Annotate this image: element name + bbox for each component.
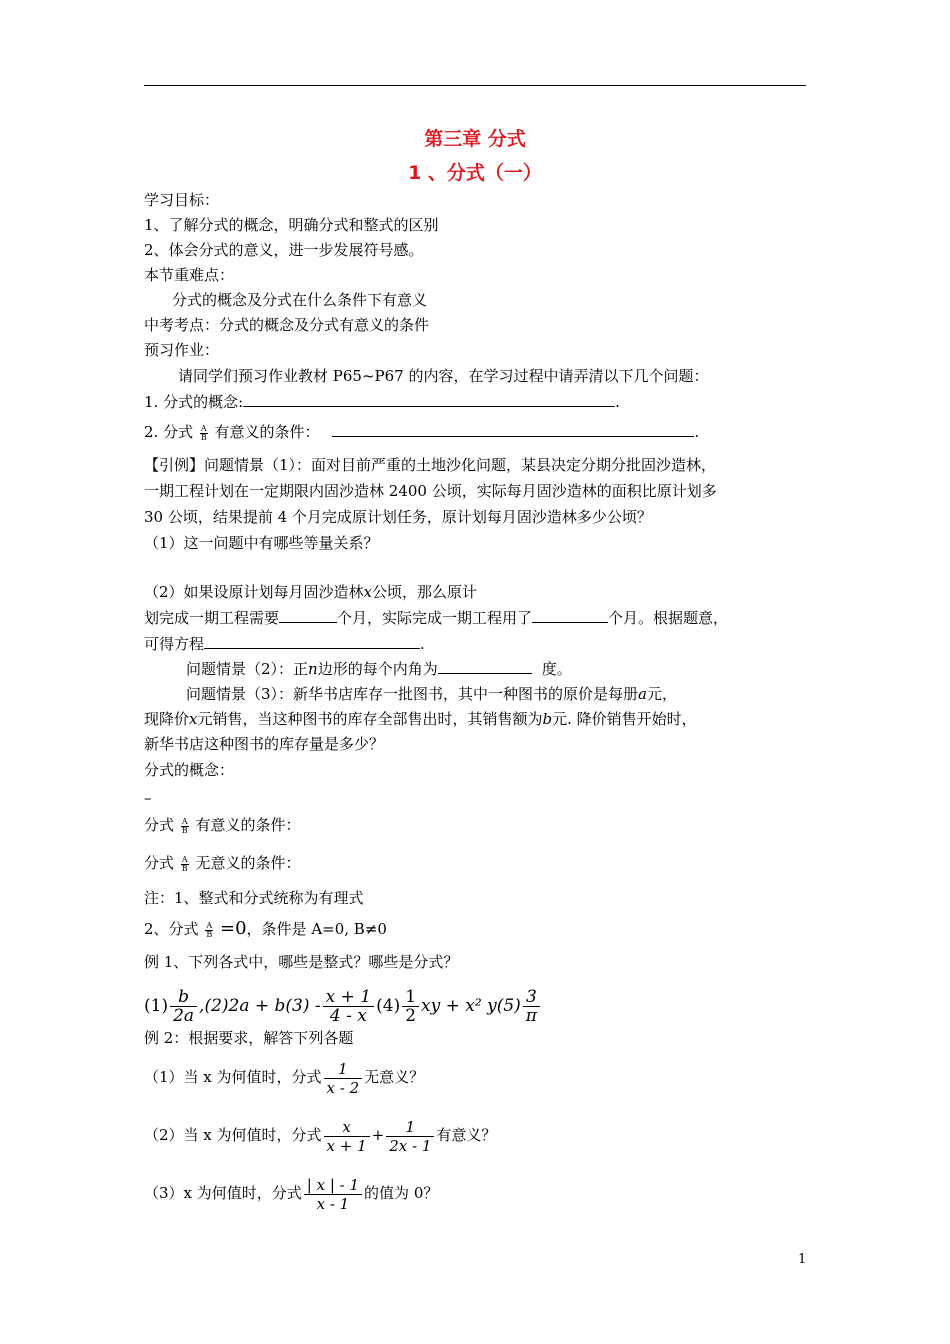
preview-question-2: 2. 分式 $\frac{A}{B}$ 有意义的条件： . [144,423,700,442]
difficulty-text: 分式的概念及分式在什么条件下有意义 [172,291,428,309]
header-rule [144,85,806,86]
example-2-question-2: （2）当 x 为何值时，分式 $\frac{x}{x + 1}$ + $\frac{1}{2x - 1}$ 有意义？ [144,1117,497,1155]
fraction-a-over-b: $\frac{A}{B}$ [181,816,188,835]
intro-sub-2: （2）如果设原计划每月固沙造林x公顷，那么原计 [144,583,478,601]
blank-line [532,608,608,623]
blank-line [279,608,337,623]
meaningful-condition: 分式 $\frac{A}{B}$ 有意义的条件： [144,816,301,835]
fraction-1-over-x-minus-2: $\frac{1}{x - 2}$ [324,1060,363,1097]
fraction-one-half: $\frac{1}{2}$ [402,988,419,1025]
example-2-heading: 例 2：根据要求，解答下列各题 [144,1029,354,1047]
section-title: 1 、分式（一） [408,162,542,184]
page-number: 1 [798,1252,807,1267]
chapter-title: 第三章 分式 [424,128,526,150]
example-2-question-3: （3）x 为何值时，分式 $\frac{| x | - 1}{x - 1}$ 的值为 0？ [144,1175,439,1213]
preview-question-1: 1. 分式的概念: . [144,393,620,411]
preview-q2-suffix: 有意义的条件： [214,423,320,441]
fraction-3-over-pi: $\frac{3}{\pi}$ [523,988,540,1025]
concept-heading: 分式的概念： [144,761,235,779]
fraction-a-over-b: $\frac{A}{B}$ [200,423,207,442]
scene-3: 问题情景（3）：新华书店库存一批图书，其中一种图书的原价是每册a元， [186,685,678,703]
intro-sub-2-line-3: 可得方程 . [144,635,425,653]
intro-sub-2-line-2: 划完成一期工程需要 个月，实际完成一期工程用了 个月。根据题意， [144,609,729,627]
objective-1: 1、了解分式的概念，明确分式和整式的区别 [144,216,439,234]
intro-line-1: 【引例】问题情景（1）：面对目前严重的土地沙化问题，某县决定分期分批固沙造林， [144,456,717,474]
objectives-heading: 学习目标： [144,191,220,209]
preview-q1-label: 1. 分式的概念: [144,393,244,411]
difficulty-heading: 本节重难点： [144,266,235,284]
scene-3-line-2: 现降价x元销售，当这种图书的库存全部售出时，其销售额为b元. 降价销售开始时， [144,710,697,728]
blank-line [204,634,420,649]
note-2: 2、分式 $\frac{A}{B}$ =0，条件是 A=0, B≠0 [144,918,387,939]
scene-3-line-3: 新华书店这种图书的库存量是多少？ [144,735,385,753]
example-1-expressions: (1) $\frac{b}{2a}$ ,(2)2a + b(3) - $\frac{x + 1}{4 - x}$ (4) $\frac{1}{2}$ xy + x² y(5) $\frac{3}{\pi}$ [144,988,542,1025]
fraction-a-over-b: $\frac{A}{B}$ [181,854,188,873]
fraction-1-over-2x-minus-1: $\frac{1}{2x - 1}$ [386,1118,434,1155]
preview-q2-prefix: 2. 分式 [144,423,194,441]
intro-line-3: 30 公顷，结果提前 4 个月完成原计划任务，原计划每月固沙造林多少公顷？ [144,508,652,526]
fraction-abs-x-minus-1-over-x-minus-1: $\frac{| x | - 1}{x - 1}$ [304,1176,362,1213]
fraction-b-over-2a: $\frac{b}{2a}$ [170,988,197,1025]
preview-heading: 预习作业： [144,341,220,359]
fraction-a-over-b: $\frac{A}{B}$ [206,920,213,939]
fraction-x-plus-1-over-4-minus-x: $\frac{x + 1}{4 - x}$ [323,988,374,1025]
exam-point: 中考考点：分式的概念及分式有意义的条件 [144,316,430,334]
fraction-x-over-x-plus-1: $\frac{x}{x + 1}$ [324,1118,370,1155]
example-1-heading: 例 1、下列各式中，哪些是整式？哪些是分式？ [144,953,459,971]
intro-sub-1: （1）这一问题中有哪些等量关系？ [144,534,379,552]
blank-line [243,392,615,407]
blank-line [438,659,532,674]
note-1: 注：1、整式和分式统称为有理式 [144,889,364,907]
concept-dash: – [144,789,152,807]
meaningless-condition: 分式 $\frac{A}{B}$ 无意义的条件： [144,854,301,873]
objective-2: 2、体会分式的意义，进一步发展符号感。 [144,241,424,259]
example-2-question-1: （1）当 x 为何值时，分式 $\frac{1}{x - 2}$ 无意义？ [144,1059,425,1097]
preview-text: 请同学们预习作业教材 P65~P67 的内容，在学习过程中请弄清以下几个问题： [178,367,709,385]
intro-line-2: 一期工程计划在一定期限内固沙造林 2400 公顷，实际每月固沙造林的面积比原计划多 [144,482,717,500]
scene-2: 问题情景（2）：正n边形的每个内角为 度。 [186,660,572,678]
blank-line [332,422,694,437]
